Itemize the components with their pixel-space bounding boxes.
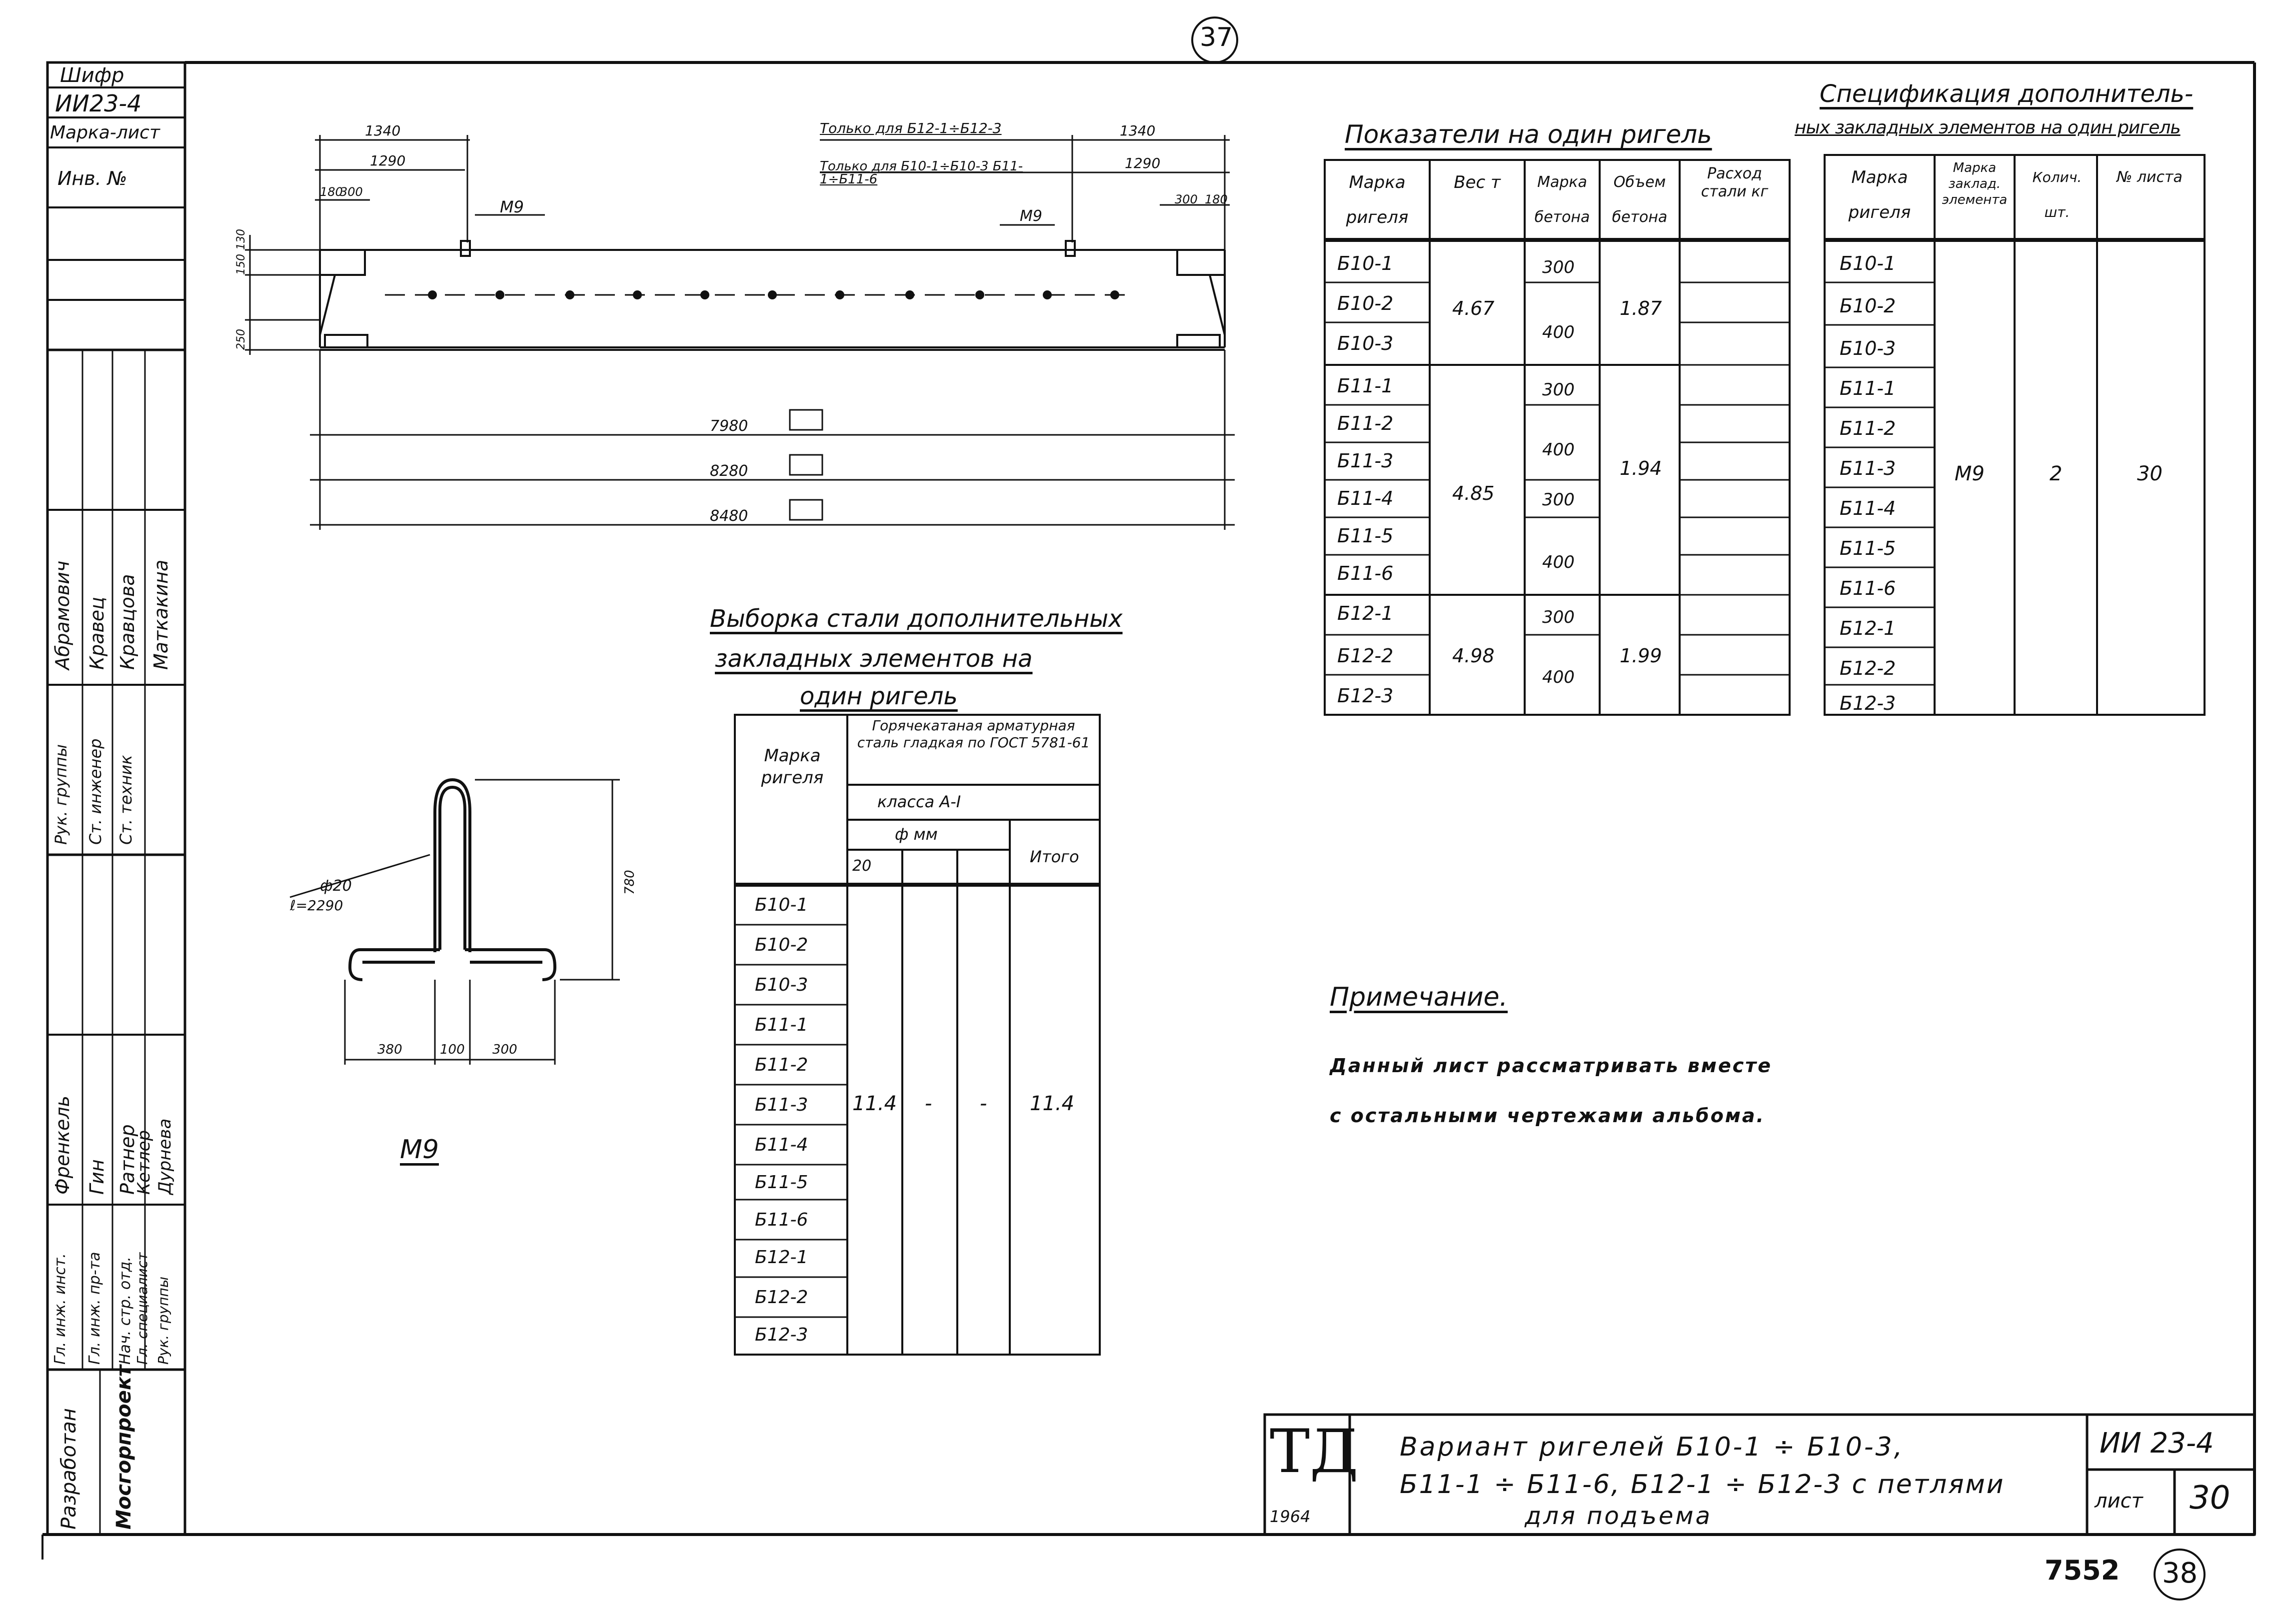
stamp-marka-list: Марка-лист — [50, 122, 160, 143]
stamp-role-5: Гл. инж. пр-та — [86, 1252, 103, 1365]
page-number-top: 37 — [1200, 22, 1233, 52]
stamp-name-7: Ратнер — [116, 1124, 138, 1195]
steel-row-1: Б10-1 — [755, 895, 808, 915]
beam-length-1: 7980 — [710, 417, 748, 435]
titleblock-list-label: лист — [2095, 1490, 2143, 1513]
steel-header-steel: Горячекатаная арматурная сталь гладкая по ГОСТ 5781-61 — [857, 717, 1090, 751]
steel-header-fmm: ф мм — [895, 825, 938, 844]
stamp-role-6: Нач. стр. отд. — [116, 1257, 134, 1365]
spec-row-9: Б11-6 — [1840, 577, 1896, 599]
spec-title-2: ных закладных элементов на один ригель — [1795, 117, 2181, 138]
loop-width-300: 300 — [492, 1042, 517, 1057]
spec-row-8: Б11-5 — [1840, 537, 1896, 559]
steel-title-1: Выборка стали дополнительных — [710, 605, 1123, 633]
archive-number: 7552 — [2045, 1555, 2120, 1586]
spec-header-marka: Марка ригеля — [1848, 167, 1911, 222]
ind-row-11: Б12-2 — [1337, 645, 1394, 667]
spec-row-1: Б10-1 — [1840, 252, 1896, 274]
spec-row-2: Б10-2 — [1840, 295, 1896, 317]
stamp-name-8: Кетлер — [134, 1130, 154, 1195]
steel-row-7: Б11-4 — [755, 1135, 808, 1155]
steel-header-marka: Марка ригеля — [761, 746, 824, 788]
spec-row-12: Б12-3 — [1840, 692, 1896, 714]
stamp-razrabotan: Разработан — [57, 1408, 80, 1530]
beam-dim-1290-right: 1290 — [1125, 155, 1161, 171]
titleblock-list-number: 30 — [2190, 1480, 2231, 1517]
ind-beton-4: 400 — [1542, 440, 1575, 460]
spec-title-1: Спецификация дополнитель- — [1820, 80, 2194, 108]
steel-row-12: Б12-3 — [755, 1325, 808, 1345]
steel-title-3: один ригель — [800, 682, 958, 710]
ind-row-7: Б11-4 — [1337, 487, 1394, 509]
titleblock-year: 1964 — [1270, 1507, 1311, 1526]
loop-length: ℓ=2290 — [290, 897, 343, 914]
ind-header-ves: Вес т — [1454, 172, 1501, 192]
ind-row-2: Б10-2 — [1337, 292, 1394, 314]
ind-vol-b11: 1.94 — [1620, 457, 1662, 479]
steel-row-4: Б11-1 — [755, 1015, 808, 1035]
ind-row-1: Б10-1 — [1337, 252, 1394, 274]
beam-only-label-1: Только для Б12-1÷Б12-3 — [820, 120, 1002, 136]
steel-row-8: Б11-5 — [755, 1172, 808, 1193]
beam-dim-300-right: 300 — [1175, 192, 1198, 206]
beam-only-label-2: Только для Б10-1÷Б10-3 Б11-1÷Б11-6 — [820, 159, 1023, 187]
spec-row-10: Б12-1 — [1840, 617, 1896, 639]
titleblock-code: ИИ 23-4 — [2100, 1427, 2214, 1460]
ind-row-5: Б11-2 — [1337, 412, 1394, 434]
ind-ves-b10: 4.67 — [1452, 297, 1495, 319]
spec-list: 30 — [2137, 462, 2163, 485]
steel-title-2: закладных элементов на — [715, 645, 1033, 673]
spec-header-mark-el: Марка заклад. элемента — [1942, 160, 2008, 207]
stamp-role-8: Рук. группы — [155, 1277, 171, 1365]
spec-header-qty: Колич. шт. — [2032, 169, 2082, 220]
ind-header-beton: Марка бетона — [1534, 173, 1590, 226]
loop-mark: М9 — [400, 1135, 439, 1165]
spec-row-4: Б11-1 — [1840, 377, 1896, 399]
note-title: Примечание. — [1330, 982, 1508, 1012]
note-line-2: с остальными чертежами альбома. — [1330, 1105, 1765, 1127]
beam-dim-250: 250 — [235, 329, 247, 350]
ind-beton-5: 300 — [1542, 490, 1575, 510]
beam-dim-180-right: 180 — [1205, 192, 1228, 206]
loop-width-100: 100 — [440, 1042, 465, 1057]
steel-value-20: 11.4 — [852, 1092, 897, 1115]
steel-row-9: Б11-6 — [755, 1210, 808, 1230]
beam-dim-1290-left: 1290 — [370, 152, 406, 169]
steel-row-10: Б12-1 — [755, 1247, 808, 1268]
beam-mark-left: М9 — [500, 197, 524, 216]
beam-dim-300-left: 300 — [340, 185, 363, 199]
steel-header-total: Итого — [1030, 847, 1079, 866]
stamp-name-4: Маткакина — [150, 559, 172, 670]
beam-length-3: 8480 — [710, 507, 748, 525]
stamp-inv-no: Инв. № — [57, 167, 127, 189]
ind-vol-b12: 1.99 — [1620, 645, 1662, 667]
steel-header-class: класса А-I — [877, 792, 961, 811]
ind-beton-1: 300 — [1542, 257, 1575, 277]
loop-height: 780 — [622, 870, 637, 895]
stamp-org: Мосгорпроект — [112, 1365, 135, 1530]
spec-row-7: Б11-4 — [1840, 497, 1896, 519]
steel-row-2: Б10-2 — [755, 935, 808, 955]
ind-row-3: Б10-3 — [1337, 332, 1394, 354]
ind-beton-3: 300 — [1542, 380, 1575, 400]
steel-row-11: Б12-2 — [755, 1287, 808, 1308]
steel-row-3: Б10-3 — [755, 975, 808, 995]
beam-dim-1340-left: 1340 — [365, 122, 401, 139]
steel-header-20: 20 — [852, 857, 872, 875]
steel-dash-2: - — [980, 1092, 987, 1115]
spec-row-5: Б11-2 — [1840, 417, 1896, 439]
ind-beton-7: 300 — [1542, 607, 1575, 627]
stamp-role-1: Рук. группы — [51, 744, 70, 845]
note-line-1: Данный лист рассматривать вместе — [1330, 1055, 1773, 1077]
ind-beton-2: 400 — [1542, 322, 1575, 342]
spec-header-list: № листа — [2117, 168, 2183, 186]
stamp-role-7: Гл. специалист — [134, 1252, 150, 1365]
stamp-name-3: Кравцова — [116, 574, 138, 670]
spec-row-6: Б11-3 — [1840, 457, 1896, 479]
beam-dim-1340-right: 1340 — [1120, 122, 1156, 139]
ind-header-marka: Марка ригеля — [1346, 172, 1409, 227]
spec-qty: 2 — [2050, 462, 2063, 485]
stamp-role-2: Ст. инженер — [86, 738, 105, 845]
stamp-role-3: Ст. техник — [116, 755, 135, 845]
ind-beton-8: 400 — [1542, 667, 1575, 687]
titleblock-line-3: для подъема — [1525, 1502, 1713, 1530]
stamp-role-4: Гл. инж. инст. — [51, 1253, 69, 1365]
ind-row-12: Б12-3 — [1337, 685, 1394, 707]
spec-row-11: Б12-2 — [1840, 657, 1896, 679]
steel-dash-1: - — [925, 1092, 932, 1115]
stamp-shifr-label: Шифр — [60, 64, 124, 87]
beam-dim-180-left: 180 — [320, 185, 343, 199]
beam-dim-130: 130 — [235, 229, 247, 250]
steel-row-5: Б11-2 — [755, 1055, 808, 1075]
titleblock-line-2: Б11-1 ÷ Б11-6, Б12-1 ÷ Б12-3 с петлями — [1400, 1470, 2005, 1500]
stamp-name-5: Френкель — [51, 1095, 73, 1195]
spec-row-3: Б10-3 — [1840, 337, 1896, 359]
ind-beton-6: 400 — [1542, 552, 1575, 572]
titleblock-logo: ТД — [1270, 1417, 1359, 1487]
ind-row-9: Б11-6 — [1337, 562, 1394, 584]
beam-length-2: 8280 — [710, 462, 748, 480]
stamp-name-9: Дурнева — [155, 1118, 175, 1195]
loop-diameter: ф20 — [320, 877, 352, 895]
stamp-shifr-value: ИИ23-4 — [55, 90, 142, 117]
ind-row-6: Б11-3 — [1337, 450, 1394, 472]
loop-width-380: 380 — [377, 1042, 402, 1057]
ind-ves-b11: 4.85 — [1452, 482, 1495, 504]
stamp-name-2: Кравец — [86, 596, 108, 670]
ind-vol-b10: 1.87 — [1620, 297, 1662, 319]
page-number-bottom: 38 — [2162, 1557, 2198, 1590]
steel-row-6: Б11-3 — [755, 1095, 808, 1115]
stamp-name-6: Гин — [86, 1159, 108, 1195]
ind-row-4: Б11-1 — [1337, 375, 1394, 397]
steel-total: 11.4 — [1030, 1092, 1075, 1115]
ind-header-steel: Расход стали кг — [1701, 165, 1769, 200]
ind-row-8: Б11-5 — [1337, 525, 1394, 547]
titleblock-line-1: Вариант ригелей Б10-1 ÷ Б10-3, — [1400, 1432, 1905, 1462]
ind-header-vol: Объем бетона — [1612, 173, 1668, 226]
spec-mark: М9 — [1955, 462, 1985, 485]
ind-row-10: Б12-1 — [1337, 602, 1394, 624]
ind-ves-b12: 4.98 — [1452, 645, 1495, 667]
beam-dim-150: 150 — [235, 254, 247, 275]
stamp-name-1: Абрамович — [51, 560, 73, 670]
beam-mark-right: М9 — [1020, 207, 1042, 225]
indicators-title: Показатели на один ригель — [1345, 120, 1712, 149]
